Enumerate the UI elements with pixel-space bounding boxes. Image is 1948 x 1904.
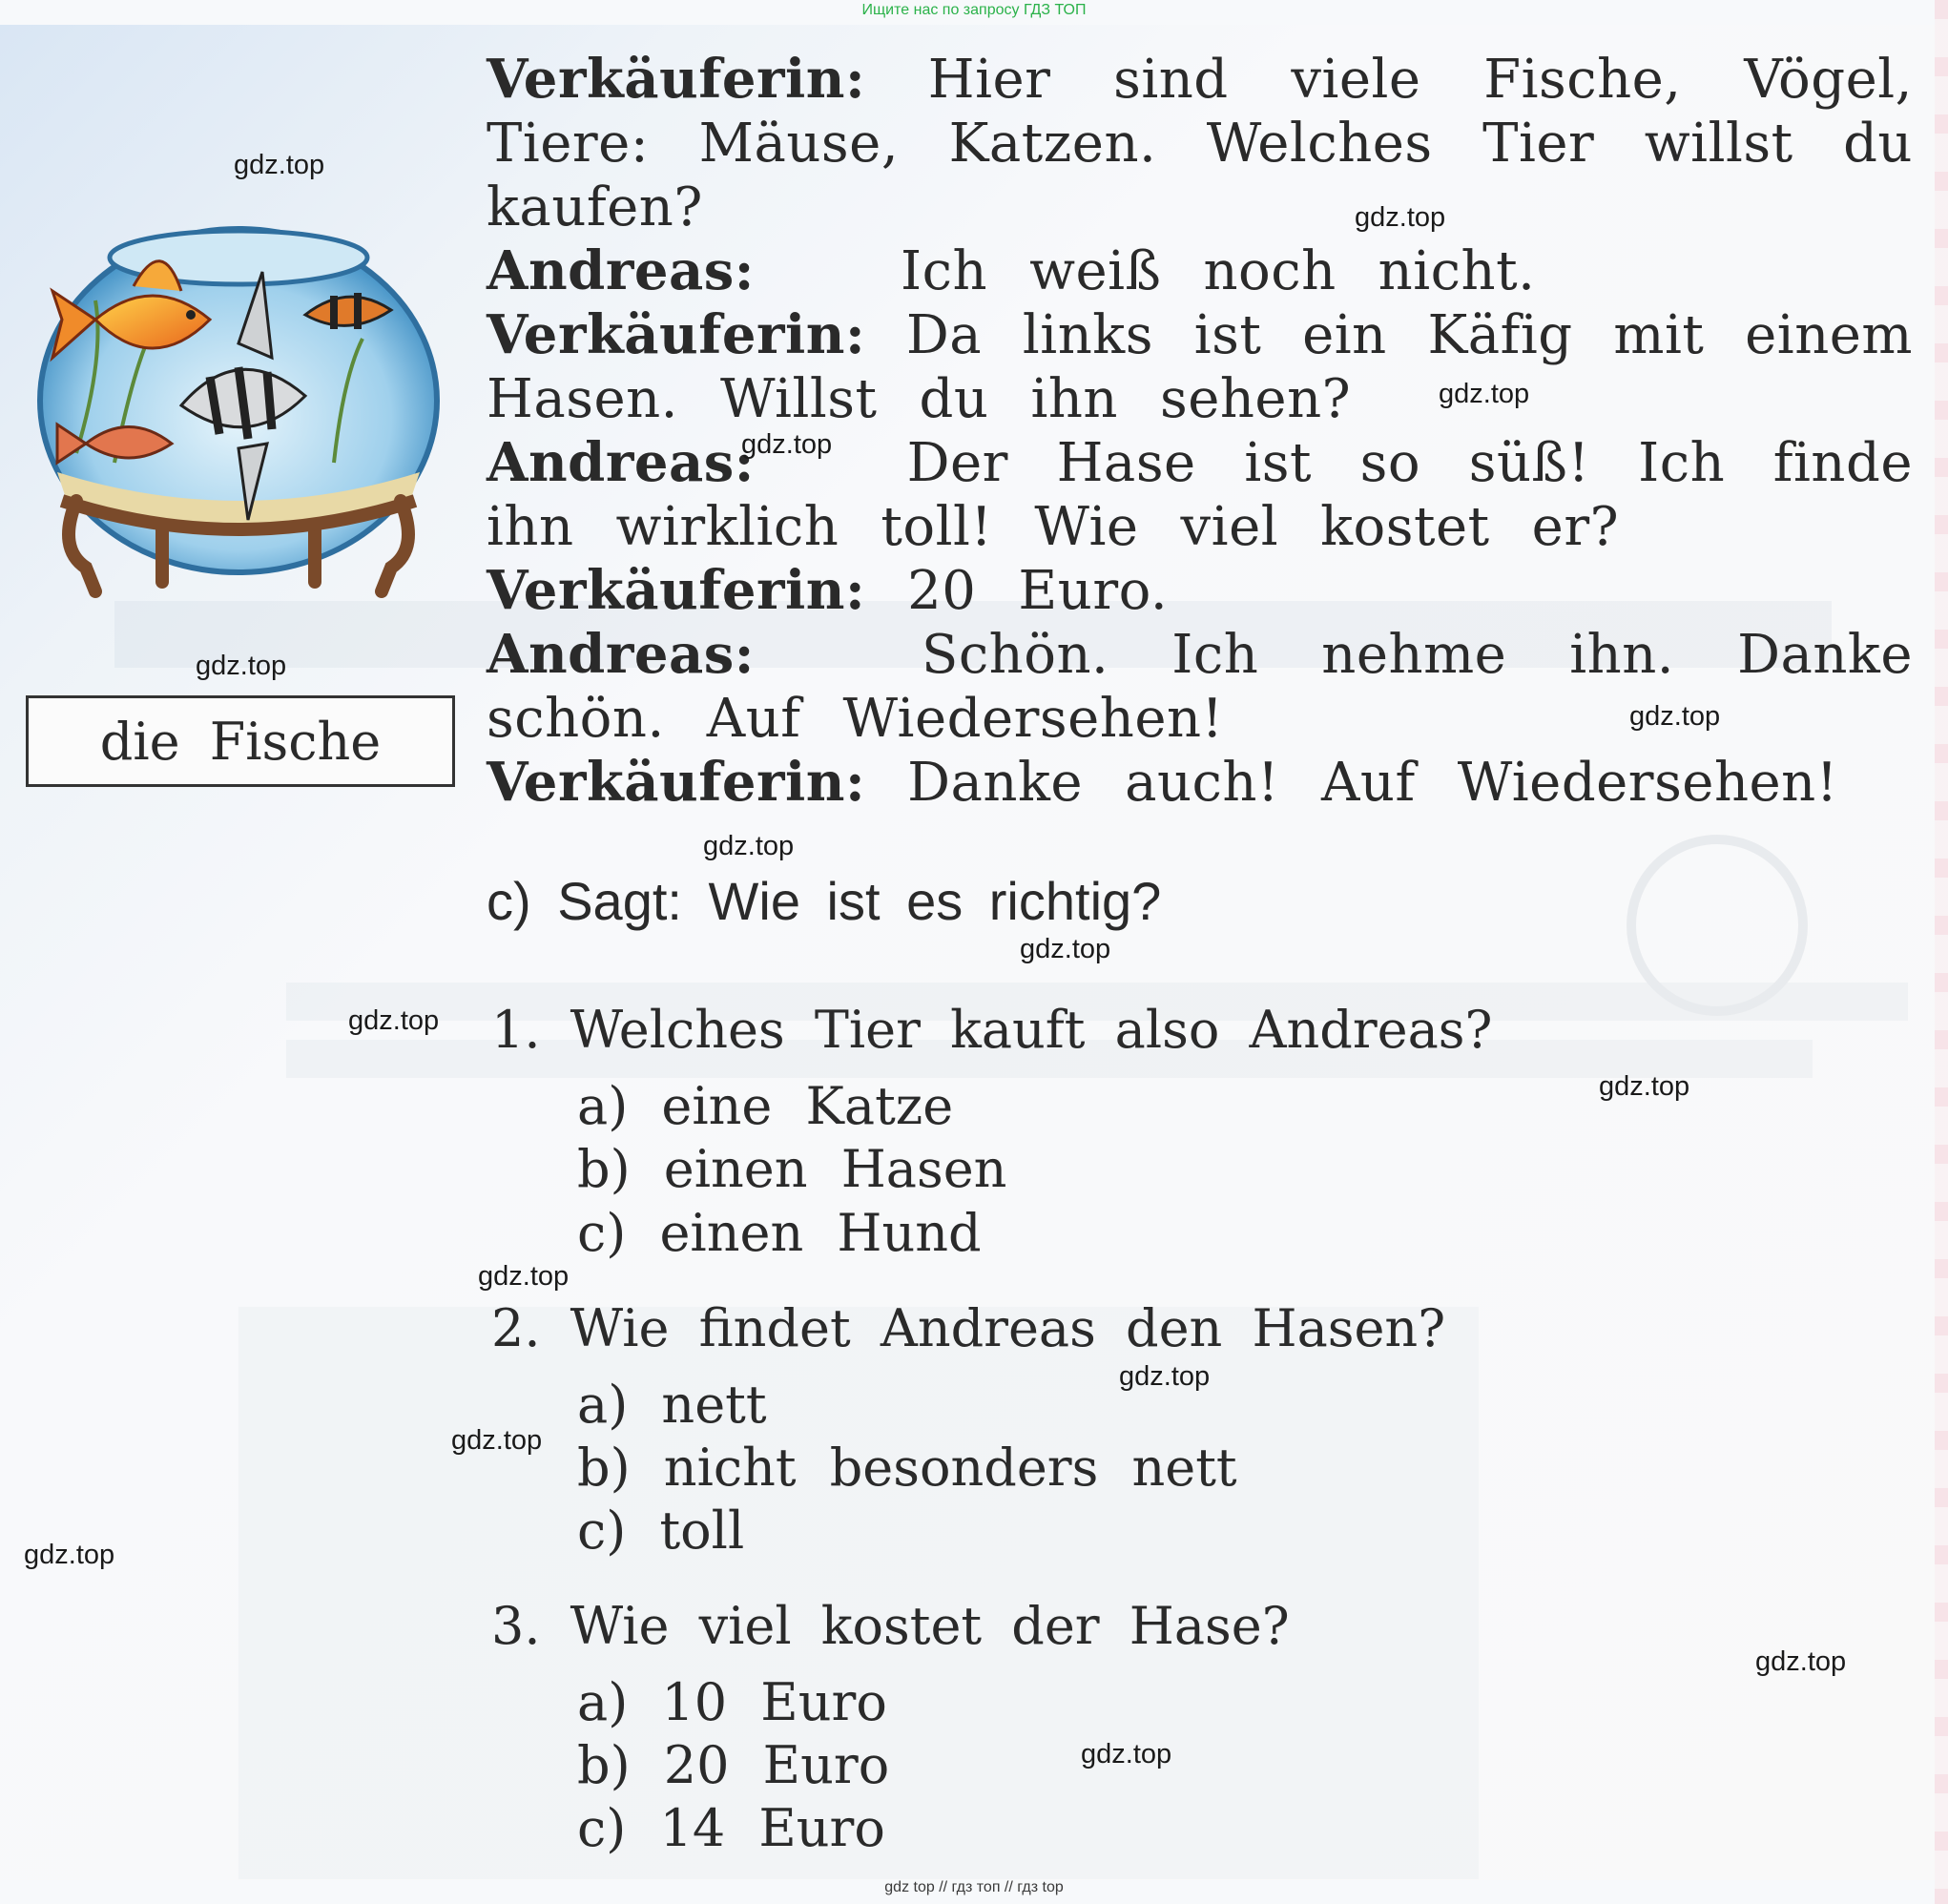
speaker-label: Verkäuferin: (487, 303, 866, 366)
dialogue-line (487, 623, 1913, 687)
dialogue-line (487, 751, 1913, 815)
speaker-label: Andreas: (487, 431, 755, 494)
dialogue-line (487, 495, 1913, 559)
dialogue-word: kostet (1320, 496, 1490, 558)
bottom-banner: gdz top // гдз топ // гдз top (884, 1879, 1064, 1895)
watermark: gdz.top (703, 831, 795, 861)
dialogue-word: Welches (1206, 113, 1433, 175)
speaker-label: Verkäuferin: (487, 48, 866, 111)
question-1-option-a[interactable]: a) eine Katze (577, 1076, 954, 1136)
dialogue-word: Tiere: (487, 113, 650, 175)
dialogue-word: noch (1203, 240, 1337, 302)
dialogue-word: Wie (1034, 496, 1139, 558)
dialogue-line (487, 367, 1913, 431)
watermark: gdz.top (1020, 934, 1111, 964)
watermark: gdz.top (1439, 379, 1530, 409)
dialogue-word: süß! (1468, 432, 1590, 494)
question-3-option-a[interactable]: a) 10 Euro (577, 1672, 887, 1732)
dialogue-word: schön. (487, 688, 665, 750)
question-1-option-b[interactable]: b) einen Hasen (577, 1139, 1007, 1199)
dialogue-line (487, 431, 1913, 495)
question-1: 1. Welches Tier kauft also Andreas? (491, 1000, 1493, 1060)
dialogue-line (487, 239, 1913, 303)
dialogue-word: du (1843, 113, 1913, 175)
watermark: gdz.top (1629, 701, 1721, 732)
dialogue-word: Hier (927, 49, 1051, 111)
question-3-option-c[interactable]: c) 14 Euro (577, 1798, 885, 1858)
question-3-option-b[interactable]: b) 20 Euro (577, 1735, 890, 1795)
watermark: gdz.top (196, 651, 287, 681)
dialogue-word: Vögel, (1744, 49, 1913, 111)
dialogue-word: ist (1193, 304, 1262, 366)
dialogue-word: Wiedersehen! (842, 688, 1224, 750)
dialogue-word: er? (1531, 496, 1620, 558)
watermark: gdz.top (348, 1005, 440, 1036)
dialogue-word: Tier (1482, 113, 1595, 175)
dialogue-word: viele (1291, 49, 1421, 111)
dialogue-line (487, 303, 1913, 367)
watermark: gdz.top (24, 1540, 115, 1570)
dialogue-word: willst (1644, 113, 1793, 175)
top-banner: Ищите нас по запросу ГДЗ ТОП (861, 2, 1087, 18)
dialogue-word: nicht. (1378, 240, 1536, 302)
dialogue-word: Danke (1737, 624, 1913, 686)
speaker-label: Verkäuferin: (487, 751, 866, 814)
dialogue-word: Käfig (1427, 304, 1573, 366)
question-2: 2. Wie findet Andreas den Hasen? (491, 1298, 1446, 1358)
dialogue-word: finde (1772, 432, 1913, 494)
dialogue-word: mit (1613, 304, 1705, 366)
dialogue-word: Euro. (1018, 560, 1169, 622)
watermark: gdz.top (234, 150, 325, 180)
question-3: 3. Wie viel kostet der Hase? (491, 1596, 1290, 1656)
dialogue-word: einem (1745, 304, 1913, 366)
dialogue-word: nehme (1321, 624, 1507, 686)
dialogue-word: viel (1180, 496, 1279, 558)
dialogue-word: Ich (1638, 432, 1726, 494)
watermark: gdz.top (1599, 1071, 1690, 1102)
dialogue-line (487, 112, 1913, 176)
dialogue-word: Hasen. (487, 368, 678, 430)
page-edge-decoration (1935, 0, 1948, 1904)
dialogue-word: wirklich (615, 496, 839, 558)
speaker-label: Verkäuferin: (487, 559, 866, 622)
dialogue (487, 48, 1913, 815)
dialogue-word: weiß (1029, 240, 1162, 302)
question-2-option-a[interactable]: a) nett (577, 1375, 767, 1435)
illustration-caption: die Fische (26, 695, 455, 787)
fishbowl-icon (19, 215, 458, 625)
dialogue-word: Schön. (921, 624, 1109, 686)
dialogue-word: Wiedersehen! (1457, 752, 1838, 814)
dialogue-word: kaufen? (487, 176, 703, 238)
watermark: gdz.top (741, 429, 833, 460)
dialogue-word: so (1359, 432, 1421, 494)
dialogue-word: ihn (487, 496, 574, 558)
dialogue-word: Katzen. (948, 113, 1157, 175)
dialogue-word: ihn. (1569, 624, 1675, 686)
dialogue-word: Ich (1171, 624, 1259, 686)
task-label: c) Sagt: Wie ist es richtig? (487, 871, 1162, 931)
dialogue-word: ihn (1030, 368, 1118, 430)
question-2-option-b[interactable]: b) nicht besonders nett (577, 1438, 1237, 1498)
watermark: gdz.top (451, 1425, 543, 1456)
dialogue-word: links (1022, 304, 1153, 366)
dialogue-word: Mäuse, (698, 113, 900, 175)
dialogue-word: ist (1244, 432, 1312, 494)
dialogue-word: ein (1302, 304, 1387, 366)
speaker-label: Andreas: (487, 239, 755, 302)
dialogue-word: toll! (881, 496, 993, 558)
dialogue-word: Fische, (1483, 49, 1682, 111)
dialogue-line (487, 176, 1913, 239)
dialogue-line (487, 48, 1913, 112)
dialogue-word: Der (906, 432, 1008, 494)
dialogue-word: Danke (907, 752, 1084, 814)
dialogue-word: Auf (706, 688, 801, 750)
question-1-option-c[interactable]: c) einen Hund (577, 1203, 982, 1263)
watermark: gdz.top (1081, 1739, 1172, 1769)
watermark: gdz.top (1119, 1361, 1211, 1392)
speaker-label: Andreas: (487, 623, 755, 686)
dialogue-line (487, 559, 1913, 623)
dialogue-word: Willst (719, 368, 878, 430)
dialogue-word: Da (905, 304, 983, 366)
dialogue-word: 20 (907, 560, 977, 622)
dialogue-word: du (919, 368, 989, 430)
watermark: gdz.top (1355, 202, 1446, 233)
question-2-option-c[interactable]: c) toll (577, 1500, 745, 1561)
dialogue-word: sehen? (1159, 368, 1352, 430)
watermark: gdz.top (478, 1261, 570, 1292)
dialogue-word: Ich (901, 240, 988, 302)
dialogue-word: Hase (1056, 432, 1196, 494)
dialogue-word: sind (1113, 49, 1229, 111)
dialogue-word: auch! (1125, 752, 1279, 814)
dialogue-word: Auf (1320, 752, 1416, 814)
watermark: gdz.top (1755, 1646, 1847, 1677)
